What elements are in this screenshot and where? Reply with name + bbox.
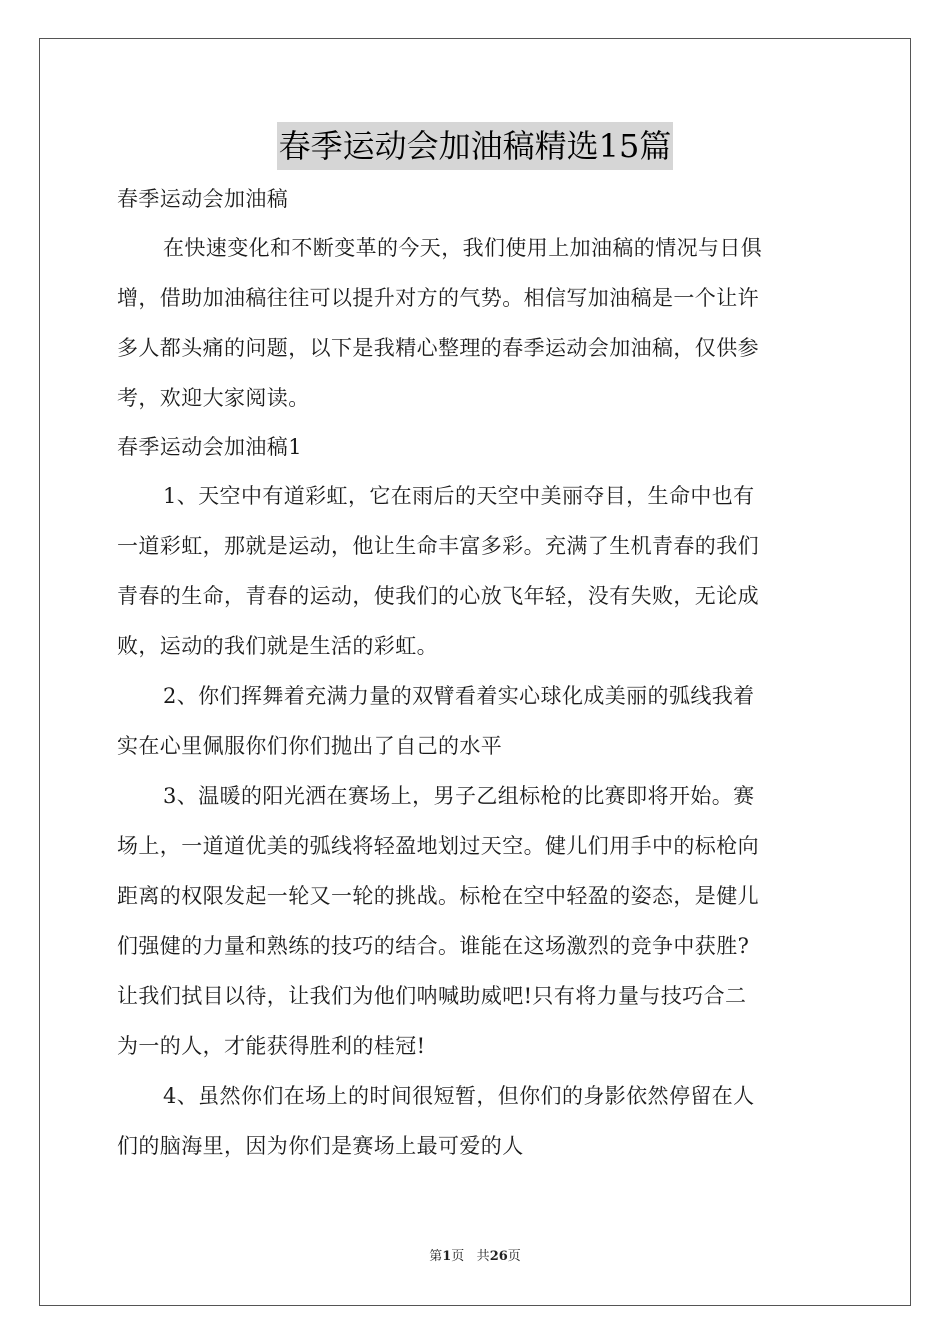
footer-page-label-a: 第 xyxy=(429,1249,443,1264)
paragraph-line: 4、虽然你们在场上的时间很短暂，但你们的身影依然停留在人 xyxy=(163,1084,755,1108)
paragraph-line: 增，借助加油稿往往可以提升对方的气势。相信写加油稿是一个让许 xyxy=(117,286,759,310)
paragraph-line: 们强健的力量和熟练的技巧的结合。谁能在这场激烈的竞争中获胜? xyxy=(117,934,750,958)
paragraph-line: 考，欢迎大家阅读。 xyxy=(117,386,310,410)
paragraph-line: 多人都头痛的问题，以下是我精心整理的春季运动会加油稿，仅供参 xyxy=(117,336,759,360)
paragraph-line: 场上，一道道优美的弧线将轻盈地划过天空。健儿们用手中的标枪向 xyxy=(117,834,759,858)
paragraph-line: 1、天空中有道彩虹，它在雨后的天空中美丽夺目，生命中也有 xyxy=(163,484,755,508)
paragraph-line: 败，运动的我们就是生活的彩虹。 xyxy=(117,634,438,658)
paragraph-line: 一道彩虹，那就是运动，他让生命丰富多彩。充满了生机青春的我们 xyxy=(117,534,759,558)
paragraph-line: 2、你们挥舞着充满力量的双臂看着实心球化成美丽的弧线我着 xyxy=(163,684,755,708)
footer-page-current: 1 xyxy=(442,1249,452,1264)
paragraph-line: 3、温暖的阳光洒在赛场上，男子乙组标枪的比赛即将开始。赛 xyxy=(163,784,755,808)
title-wrapper xyxy=(0,122,950,170)
page-footer xyxy=(0,1245,950,1264)
paragraph-line: 青春的生命，青春的运动，使我们的心放飞年轻，没有失败，无论成 xyxy=(117,584,759,608)
paragraph-line: 实在心里佩服你们你们抛出了自己的水平 xyxy=(117,734,503,758)
document-title: 春季运动会加油稿精选15篇 xyxy=(277,122,674,170)
footer-total-label-a: 共 xyxy=(476,1249,490,1264)
document-body xyxy=(117,175,833,1171)
paragraph-line: 让我们拭目以待，让我们为他们呐喊助威吧!只有将力量与技巧合二 xyxy=(117,984,747,1008)
footer-total-label-b: 页 xyxy=(507,1249,521,1264)
section-heading: 春季运动会加油稿 xyxy=(117,187,289,211)
footer-page-total: 26 xyxy=(489,1249,508,1264)
paragraph-line: 距离的权限发起一轮又一轮的挑战。标枪在空中轻盈的姿态，是健儿 xyxy=(117,884,759,908)
footer-page-label-b: 页 xyxy=(451,1249,465,1264)
paragraph-line: 们的脑海里，因为你们是赛场上最可爱的人 xyxy=(117,1134,524,1158)
section-heading: 春季运动会加油稿1 xyxy=(117,435,302,459)
paragraph-line: 为一的人，才能获得胜利的桂冠! xyxy=(117,1034,426,1058)
paragraph-line: 在快速变化和不断变革的今天，我们使用上加油稿的情况与日俱 xyxy=(163,236,763,260)
